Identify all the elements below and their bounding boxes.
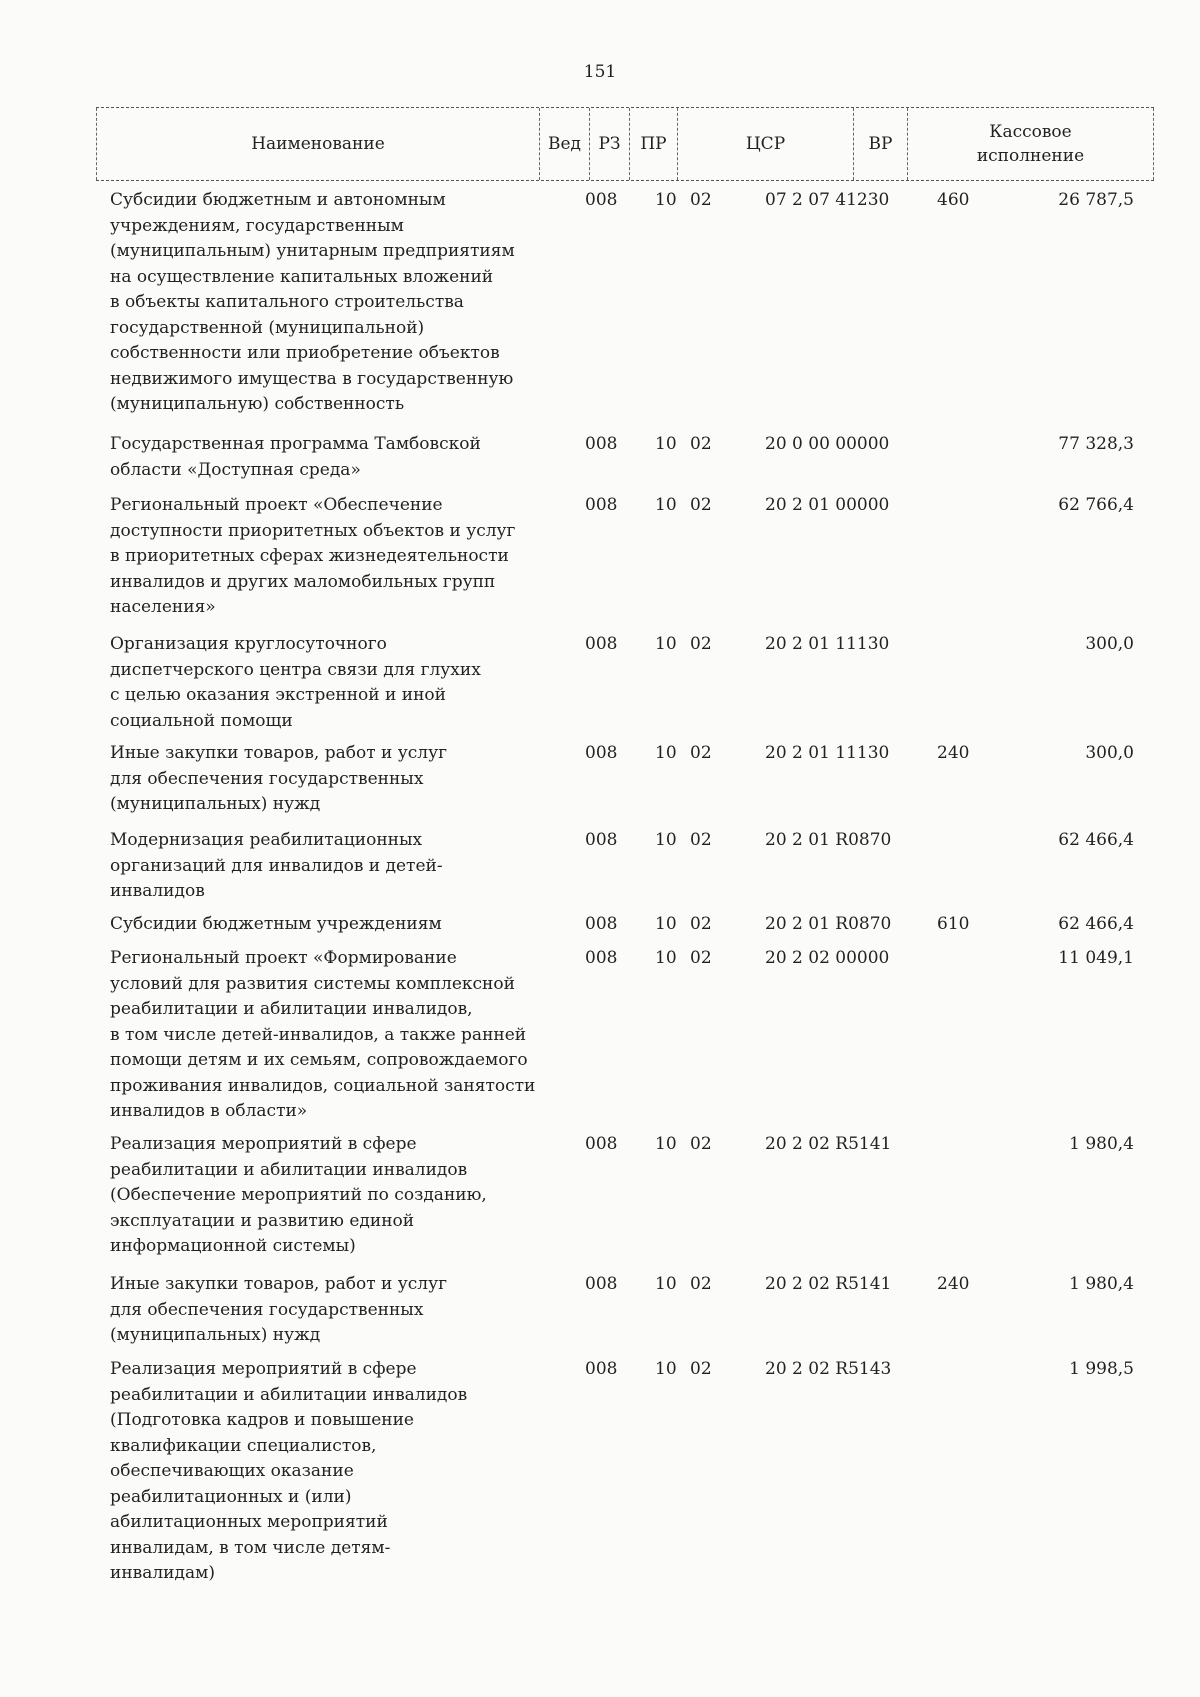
row-ved: 008 [585, 1274, 618, 1294]
row-pr: 02 [690, 914, 712, 934]
row-pr: 02 [690, 634, 712, 654]
row-csr: 20 0 00 00000 [765, 434, 890, 454]
row-name: Субсидии бюджетным и автономным учреждениям, государственным (муниципальным) унитарным предприятиям на осуществление капитальных вложений в объекты капитального строительства государственной (муниципальной) собственности или приобретение объектов недвижимого имущества в государственную (муниципальную) собственность [110, 190, 515, 414]
row-csr: 20 2 01 00000 [765, 495, 890, 515]
header-amount: Кассовое исполнение [907, 108, 1154, 180]
row-amount: 300,0 [1085, 743, 1134, 763]
row-csr: 20 2 02 00000 [765, 948, 890, 968]
row-pr: 02 [690, 1134, 712, 1154]
row-rz: 10 [655, 1274, 677, 1294]
row-ved: 008 [585, 948, 618, 968]
header-vr: ВР [853, 108, 907, 180]
row-pr: 02 [690, 495, 712, 515]
row-name: Иные закупки товаров, работ и услуг для обеспечения государственных (муниципальных) нужд [110, 743, 447, 814]
row-amount: 26 787,5 [1058, 190, 1134, 210]
row-name: Региональный проект «Обеспечение доступности приоритетных объектов и услуг в приоритетных сферах жизнедеятельности инвалидов и других маломобильных групп населения» [110, 495, 516, 617]
row-ved: 008 [585, 1359, 618, 1379]
row-ved: 008 [585, 434, 618, 454]
row-rz: 10 [655, 495, 677, 515]
row-rz: 10 [655, 948, 677, 968]
row-rz: 10 [655, 1359, 677, 1379]
page-number: 151 [583, 62, 617, 82]
row-csr: 20 2 01 11130 [765, 743, 890, 763]
row-rz: 10 [655, 434, 677, 454]
row-name: Модернизация реабилитационных организаций для инвалидов и детей- инвалидов [110, 830, 443, 901]
row-csr: 20 2 02 R5143 [765, 1359, 892, 1379]
header-ved: Вед [539, 108, 589, 180]
row-rz: 10 [655, 914, 677, 934]
row-amount: 77 328,3 [1058, 434, 1134, 454]
row-csr: 20 2 01 R0870 [765, 914, 892, 934]
header-rz: РЗ [589, 108, 629, 180]
row-pr: 02 [690, 1359, 712, 1379]
row-pr: 02 [690, 434, 712, 454]
row-ved: 008 [585, 190, 618, 210]
row-vr: 240 [937, 1274, 970, 1294]
row-csr: 20 2 02 R5141 [765, 1274, 892, 1294]
row-amount: 62 466,4 [1058, 914, 1134, 934]
row-pr: 02 [690, 743, 712, 763]
row-rz: 10 [655, 743, 677, 763]
row-name: Организация круглосуточного диспетчерского центра связи для глухих с целью оказания экстренной и иной социальной помощи [110, 634, 481, 731]
row-csr: 07 2 07 41230 [765, 190, 890, 210]
row-vr: 240 [937, 743, 970, 763]
row-pr: 02 [690, 830, 712, 850]
row-rz: 10 [655, 190, 677, 210]
row-rz: 10 [655, 1134, 677, 1154]
row-csr: 20 2 01 R0870 [765, 830, 892, 850]
table-header [96, 107, 1154, 181]
row-amount: 11 049,1 [1058, 948, 1134, 968]
row-name: Иные закупки товаров, работ и услуг для обеспечения государственных (муниципальных) нужд [110, 1274, 447, 1345]
row-amount: 1 980,4 [1069, 1134, 1134, 1154]
row-name: Реализация мероприятий в сфере реабилитации и абилитации инвалидов (Подготовка кадров и повышение квалификации специалистов, обеспечивающих оказание реабилитационных и (или) абилитационных мероприятий инвалидам, в том числе детям- инвалидам) [110, 1359, 468, 1583]
row-csr: 20 2 02 R5141 [765, 1134, 892, 1154]
row-name: Региональный проект «Формирование условий для развития системы комплексной реабилитации и абилитации инвалидов, в том числе детей-инвалидов, а также ранней помощи детям и их семьям, сопровождаемого проживания инвалидов, социальной занятости инвалидов в области» [110, 948, 536, 1121]
row-vr: 460 [937, 190, 970, 210]
row-ved: 008 [585, 830, 618, 850]
row-vr: 610 [937, 914, 970, 934]
row-rz: 10 [655, 830, 677, 850]
row-amount: 1 998,5 [1069, 1359, 1134, 1379]
header-name: Наименование [96, 108, 539, 180]
row-ved: 008 [585, 1134, 618, 1154]
row-pr: 02 [690, 948, 712, 968]
row-name: Реализация мероприятий в сфере реабилитации и абилитации инвалидов (Обеспечение мероприятий по созданию, эксплуатации и развитию единой информационной системы) [110, 1134, 487, 1256]
row-ved: 008 [585, 634, 618, 654]
row-name: Государственная программа Тамбовской области «Доступная среда» [110, 434, 481, 480]
row-name: Субсидии бюджетным учреждениям [110, 914, 442, 934]
row-amount: 1 980,4 [1069, 1274, 1134, 1294]
header-csr: ЦСР [677, 108, 853, 180]
row-amount: 300,0 [1085, 634, 1134, 654]
row-pr: 02 [690, 190, 712, 210]
row-ved: 008 [585, 495, 618, 515]
row-ved: 008 [585, 743, 618, 763]
header-pr: ПР [629, 108, 677, 180]
row-amount: 62 766,4 [1058, 495, 1134, 515]
row-csr: 20 2 01 11130 [765, 634, 890, 654]
row-pr: 02 [690, 1274, 712, 1294]
row-ved: 008 [585, 914, 618, 934]
row-amount: 62 466,4 [1058, 830, 1134, 850]
row-rz: 10 [655, 634, 677, 654]
